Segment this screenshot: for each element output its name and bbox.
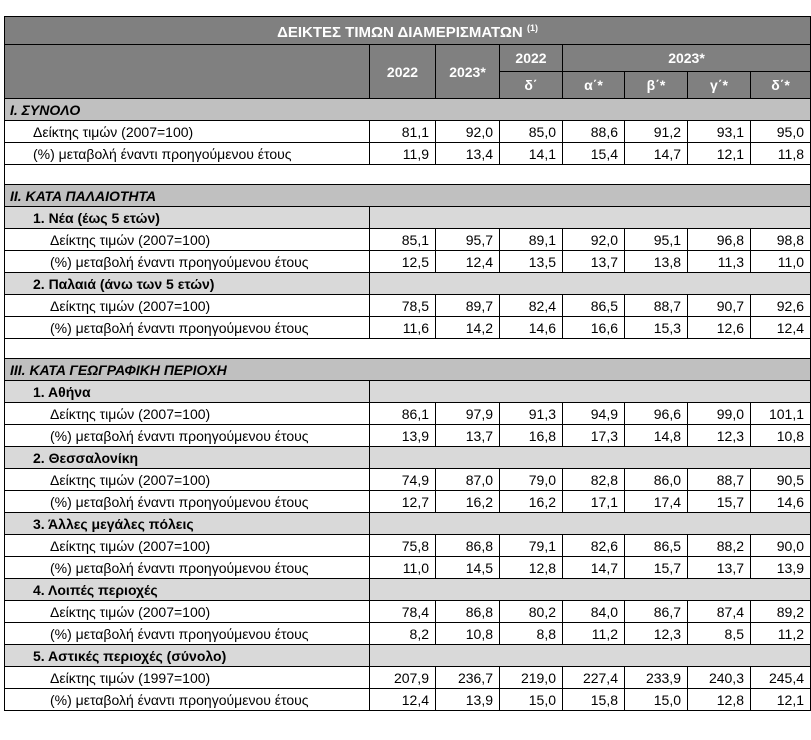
value-cell: 16,2 <box>500 491 563 513</box>
value-cell: 89,7 <box>436 295 500 317</box>
value-cell: 227,4 <box>563 667 625 689</box>
value-cell: 99,0 <box>688 403 751 425</box>
value-cell: 91,2 <box>625 121 688 143</box>
header-2023-q4: δ΄* <box>751 72 811 99</box>
value-cell: 86,5 <box>625 535 688 557</box>
value-cell: 16,6 <box>563 317 625 339</box>
group-label: 2. Παλαιά (άνω των 5 ετών) <box>5 273 370 295</box>
value-cell: 88,7 <box>625 295 688 317</box>
spacer-cell <box>5 165 811 185</box>
header-row-1 <box>5 45 811 72</box>
table-row <box>5 317 811 339</box>
value-cell: 80,2 <box>500 601 563 623</box>
value-cell: 12,5 <box>370 251 436 273</box>
row-label: Δείκτης τιμών (2007=100) <box>5 229 370 251</box>
value-cell: 81,1 <box>370 121 436 143</box>
row-label: (%) μεταβολή έναντι προηγούμενου έτους <box>5 557 370 579</box>
section-label: ΙΙ. ΚΑΤΑ ΠΑΛΑΙΟΤΗΤΑ <box>5 185 811 207</box>
row-label: Δείκτης τιμών (2007=100) <box>5 601 370 623</box>
table-title <box>5 17 811 45</box>
table-row <box>5 491 811 513</box>
value-cell: 90,5 <box>751 469 811 491</box>
table-row <box>5 601 811 623</box>
value-cell: 95,0 <box>751 121 811 143</box>
value-cell: 86,8 <box>436 601 500 623</box>
value-cell: 97,9 <box>436 403 500 425</box>
value-cell: 15,3 <box>625 317 688 339</box>
header-2022-q4: δ΄ <box>500 72 563 99</box>
value-cell: 8,5 <box>688 623 751 645</box>
value-cell: 89,2 <box>751 601 811 623</box>
value-cell: 13,7 <box>436 425 500 447</box>
value-cell: 95,1 <box>625 229 688 251</box>
value-cell: 86,0 <box>625 469 688 491</box>
value-cell: 89,1 <box>500 229 563 251</box>
value-cell: 86,5 <box>563 295 625 317</box>
group-row <box>5 273 811 295</box>
row-label: Δείκτης τιμών (1997=100) <box>5 667 370 689</box>
value-cell: 14,5 <box>436 557 500 579</box>
value-cell: 15,4 <box>563 143 625 165</box>
section-row <box>5 185 811 207</box>
value-cell: 14,6 <box>751 491 811 513</box>
value-cell: 94,9 <box>563 403 625 425</box>
table-row <box>5 295 811 317</box>
value-cell: 74,9 <box>370 469 436 491</box>
value-cell: 14,7 <box>625 143 688 165</box>
table-row <box>5 425 811 447</box>
header-2022: 2022 <box>370 45 436 99</box>
value-cell: 87,4 <box>688 601 751 623</box>
value-cell: 15,7 <box>688 491 751 513</box>
header-2023 <box>436 45 500 99</box>
table-row <box>5 403 811 425</box>
title-row <box>5 17 811 45</box>
row-label: (%) μεταβολή έναντι προηγούμενου έτους <box>5 491 370 513</box>
value-cell: 12,1 <box>688 143 751 165</box>
row-label: Δείκτης τιμών (2007=100) <box>5 535 370 557</box>
value-cell: 79,0 <box>500 469 563 491</box>
table-row <box>5 623 811 645</box>
value-cell: 13,9 <box>751 557 811 579</box>
value-cell: 240,3 <box>688 667 751 689</box>
value-cell: 14,7 <box>563 557 625 579</box>
value-cell: 12,4 <box>751 317 811 339</box>
group-blank <box>370 645 811 667</box>
value-cell: 101,1 <box>751 403 811 425</box>
value-cell: 85,1 <box>370 229 436 251</box>
value-cell: 8,8 <box>500 623 563 645</box>
value-cell: 91,3 <box>500 403 563 425</box>
group-row <box>5 513 811 535</box>
value-cell: 14,6 <box>500 317 563 339</box>
section-label: ΙΙΙ. ΚΑΤΑ ΓΕΩΓΡΑΦΙΚΗ ΠΕΡΙΟΧΗ <box>5 359 811 381</box>
value-cell: 86,8 <box>436 535 500 557</box>
value-cell: 15,0 <box>500 689 563 711</box>
value-cell: 13,8 <box>625 251 688 273</box>
value-cell: 15,0 <box>625 689 688 711</box>
group-blank <box>370 579 811 601</box>
row-label: (%) μεταβολή έναντι προηγούμενου έτους <box>5 251 370 273</box>
value-cell: 11,0 <box>370 557 436 579</box>
header-2023-q2: β΄* <box>625 72 688 99</box>
value-cell: 75,8 <box>370 535 436 557</box>
value-cell: 98,8 <box>751 229 811 251</box>
value-cell: 95,7 <box>436 229 500 251</box>
value-cell: 233,9 <box>625 667 688 689</box>
value-cell: 85,0 <box>500 121 563 143</box>
value-cell: 11,6 <box>370 317 436 339</box>
group-label: 4. Λοιπές περιοχές <box>5 579 370 601</box>
group-blank <box>370 381 811 403</box>
row-label: Δείκτης τιμών (2007=100) <box>5 295 370 317</box>
value-cell: 92,0 <box>563 229 625 251</box>
row-label: Δείκτης τιμών (2007=100) <box>5 121 370 143</box>
value-cell: 11,2 <box>751 623 811 645</box>
value-cell: 12,8 <box>500 557 563 579</box>
value-cell: 92,0 <box>436 121 500 143</box>
header-2023-quarters-year: 2023* <box>563 45 811 72</box>
value-cell: 16,2 <box>436 491 500 513</box>
group-blank <box>370 513 811 535</box>
value-cell: 207,9 <box>370 667 436 689</box>
group-blank <box>370 273 811 295</box>
group-blank <box>370 447 811 469</box>
value-cell: 8,2 <box>370 623 436 645</box>
value-cell: 12,3 <box>625 623 688 645</box>
value-cell: 10,8 <box>436 623 500 645</box>
value-cell: 87,0 <box>436 469 500 491</box>
header-2023-q3: γ΄* <box>688 72 751 99</box>
header-2023-text: 2023* <box>449 63 486 80</box>
value-cell: 17,1 <box>563 491 625 513</box>
value-cell: 14,8 <box>625 425 688 447</box>
group-row <box>5 447 811 469</box>
row-label: Δείκτης τιμών (2007=100) <box>5 469 370 491</box>
group-label: 2. Θεσσαλονίκη <box>5 447 370 469</box>
value-cell: 12,4 <box>436 251 500 273</box>
row-label: (%) μεταβολή έναντι προηγούμενου έτους <box>5 425 370 447</box>
value-cell: 17,3 <box>563 425 625 447</box>
table-row <box>5 557 811 579</box>
table-row <box>5 469 811 491</box>
table-row <box>5 689 811 711</box>
value-cell: 12,6 <box>688 317 751 339</box>
value-cell: 16,8 <box>500 425 563 447</box>
group-row <box>5 645 811 667</box>
row-label: Δείκτης τιμών (2007=100) <box>5 403 370 425</box>
value-cell: 82,6 <box>563 535 625 557</box>
group-row <box>5 381 811 403</box>
spacer-row <box>5 165 811 185</box>
value-cell: 11,0 <box>751 251 811 273</box>
value-cell: 78,5 <box>370 295 436 317</box>
table-title-text: ΔΕΙΚΤΕΣ ΤΙΜΩΝ ΔΙΑΜΕΡΙΣΜΑΤΩΝ <box>277 24 523 41</box>
value-cell: 96,8 <box>688 229 751 251</box>
table-row <box>5 229 811 251</box>
table-row <box>5 535 811 557</box>
row-label: (%) μεταβολή έναντι προηγούμενου έτους <box>5 623 370 645</box>
value-cell: 13,5 <box>500 251 563 273</box>
value-cell: 236,7 <box>436 667 500 689</box>
table-title-note: (1) <box>526 23 538 33</box>
table-row <box>5 121 811 143</box>
price-index-table-container <box>4 16 811 711</box>
value-cell: 86,7 <box>625 601 688 623</box>
table-row <box>5 143 811 165</box>
value-cell: 11,9 <box>370 143 436 165</box>
group-blank <box>370 207 811 229</box>
value-cell: 90,0 <box>751 535 811 557</box>
header-2022-quarter-year: 2022 <box>500 45 563 72</box>
value-cell: 88,7 <box>688 469 751 491</box>
value-cell: 245,4 <box>751 667 811 689</box>
section-row <box>5 359 811 381</box>
value-cell: 12,8 <box>688 689 751 711</box>
value-cell: 13,9 <box>436 689 500 711</box>
value-cell: 14,1 <box>500 143 563 165</box>
value-cell: 15,8 <box>563 689 625 711</box>
section-row <box>5 99 811 121</box>
value-cell: 88,2 <box>688 535 751 557</box>
value-cell: 12,7 <box>370 491 436 513</box>
value-cell: 96,6 <box>625 403 688 425</box>
value-cell: 82,4 <box>500 295 563 317</box>
table-row <box>5 251 811 273</box>
group-label: 3. Άλλες μεγάλες πόλεις <box>5 513 370 535</box>
value-cell: 86,1 <box>370 403 436 425</box>
table-row <box>5 667 811 689</box>
row-label: (%) μεταβολή έναντι προηγούμενου έτους <box>5 143 370 165</box>
group-row <box>5 579 811 601</box>
header-label-blank <box>5 45 370 99</box>
value-cell: 84,0 <box>563 601 625 623</box>
value-cell: 17,4 <box>625 491 688 513</box>
value-cell: 88,6 <box>563 121 625 143</box>
section-label: Ι. ΣΥΝΟΛΟ <box>5 99 811 121</box>
value-cell: 12,4 <box>370 689 436 711</box>
value-cell: 13,7 <box>563 251 625 273</box>
value-cell: 79,1 <box>500 535 563 557</box>
value-cell: 90,7 <box>688 295 751 317</box>
row-label: (%) μεταβολή έναντι προηγούμενου έτους <box>5 689 370 711</box>
value-cell: 13,9 <box>370 425 436 447</box>
value-cell: 82,8 <box>563 469 625 491</box>
spacer-cell <box>5 339 811 359</box>
value-cell: 12,3 <box>688 425 751 447</box>
group-label: 1. Νέα (έως 5 ετών) <box>5 207 370 229</box>
value-cell: 219,0 <box>500 667 563 689</box>
price-index-table <box>4 16 811 711</box>
value-cell: 13,4 <box>436 143 500 165</box>
value-cell: 12,1 <box>751 689 811 711</box>
value-cell: 13,7 <box>688 557 751 579</box>
group-label: 5. Αστικές περιοχές (σύνολο) <box>5 645 370 667</box>
group-row <box>5 207 811 229</box>
value-cell: 10,8 <box>751 425 811 447</box>
value-cell: 14,2 <box>436 317 500 339</box>
value-cell: 92,6 <box>751 295 811 317</box>
value-cell: 15,7 <box>625 557 688 579</box>
value-cell: 78,4 <box>370 601 436 623</box>
group-label: 1. Αθήνα <box>5 381 370 403</box>
value-cell: 11,8 <box>751 143 811 165</box>
value-cell: 11,3 <box>688 251 751 273</box>
header-2023-q1: α΄* <box>563 72 625 99</box>
table-body <box>5 99 811 711</box>
value-cell: 11,2 <box>563 623 625 645</box>
value-cell: 93,1 <box>688 121 751 143</box>
row-label: (%) μεταβολή έναντι προηγούμενου έτους <box>5 317 370 339</box>
spacer-row <box>5 339 811 359</box>
